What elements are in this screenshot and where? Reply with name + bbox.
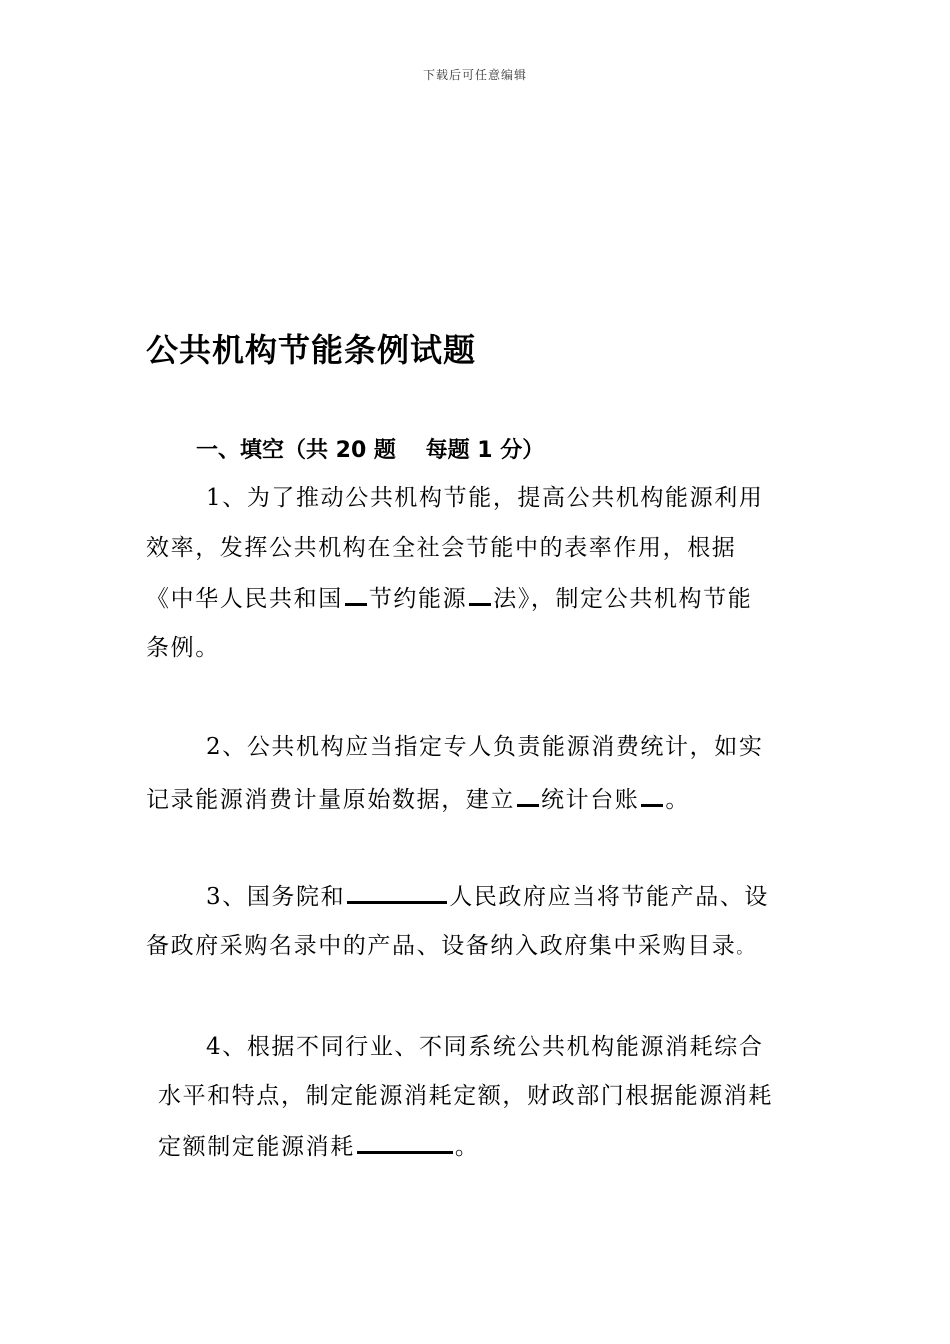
question-3-text-b: 人民政府应当将节能产品、设 bbox=[449, 884, 770, 910]
fill-blank[interactable] bbox=[641, 784, 663, 807]
header-note: 下载后可任意编辑 bbox=[422, 68, 527, 82]
question-1-line-2: 效率，发挥公共机构在全社会节能中的表率作用，根据 bbox=[146, 535, 737, 561]
question-4-line-1: 4、根据不同行业、不同系统公共机构能源消耗综合 bbox=[206, 1034, 764, 1060]
question-3-text-a: 3、国务院和 bbox=[206, 884, 346, 910]
question-2-line-2 bbox=[146, 784, 690, 815]
question-3-line-2 bbox=[146, 931, 754, 963]
fill-blank[interactable] bbox=[345, 583, 367, 606]
fill-blank[interactable] bbox=[347, 881, 447, 904]
question-2-text-b: 统计台账 bbox=[541, 787, 640, 813]
question-1-text-a: 《中华人民共和国 bbox=[146, 586, 343, 612]
question-1-line-1: 1、为了推动公共机构节能，提高公共机构能源利用 bbox=[206, 485, 764, 511]
fill-blank[interactable] bbox=[469, 583, 491, 606]
section-heading: 一、填空（共 20 题 每题 1 分） bbox=[196, 438, 545, 463]
question-2-text-a: 记录能源消费计量原始数据，建立 bbox=[146, 787, 515, 813]
question-2-line-1: 2、公共机构应当指定专人负责能源消费统计，如实 bbox=[206, 734, 764, 760]
fill-blank[interactable] bbox=[357, 1131, 453, 1154]
question-4-text-a: 定额制定能源消耗 bbox=[158, 1134, 355, 1160]
question-3-text-c: 备政府采购名录中的产品、设备纳入政府集中采购目录 bbox=[146, 933, 737, 959]
question-3-period: 。 bbox=[736, 938, 755, 957]
question-4-line-2: 水平和特点，制定能源消耗定额，财政部门根据能源消耗 bbox=[158, 1083, 773, 1109]
question-1-text-b: 节约能源 bbox=[368, 586, 468, 612]
fill-blank[interactable] bbox=[517, 784, 539, 807]
question-1-line-3 bbox=[146, 583, 752, 614]
question-4-text-b: 。 bbox=[454, 1134, 480, 1160]
question-1-text-c: 法》，制定公共机构节能 bbox=[493, 586, 753, 612]
document-title: 公共机构节能条例试题 bbox=[146, 331, 477, 369]
question-1-line-4: 条例。 bbox=[146, 635, 220, 661]
question-3-line-1 bbox=[206, 881, 769, 912]
question-4-line-3 bbox=[158, 1131, 479, 1162]
question-2-text-c: 。 bbox=[665, 787, 691, 813]
